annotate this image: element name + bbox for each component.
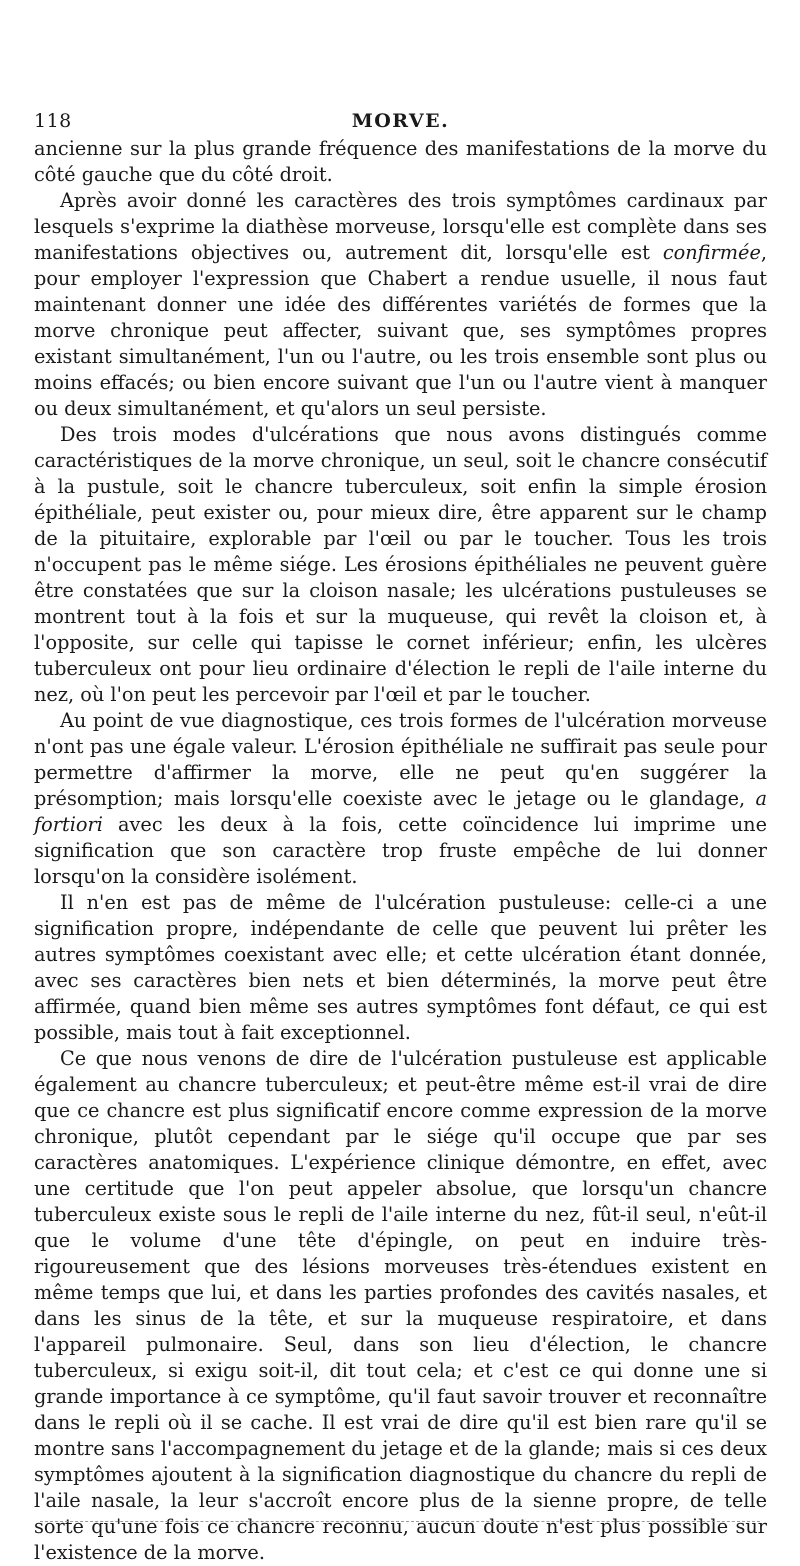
paragraph xyxy=(34,188,767,422)
book-page xyxy=(34,100,767,1566)
paragraph-text: Ce que nous venons de dire de l'ulcération pustuleuse est applicable également au chancre tuberculeux; et peut-être même est-il vrai de dire que ce chancre est plus significatif encore comme expression de la morve chronique, plutôt cependant par le siége qu'il occupe que par ses caractères anatomiques. L'expérience clinique démontre, en effet, avec une certitude que l'on peut appeler absolue, que lorsqu'un chancre tuberculeux existe sous le repli de l'aile interne du nez, fût-il seul, n'eût-il que le volume d'une tête d'épingle, on peut en induire très-rigoureusement que des lésions morveuses très-étendues existent en même temps que lui, et dans les parties profondes des cavités nasales, et dans les sinus de la tête, et sur la muqueuse respiratoire, et dans l'appareil pulmonaire. Seul, dans son lieu d'élection, le chancre tuberculeux, si exigu soit-il, dit tout cela; et c'est ce qui donne une si grande importance à ce symptôme, qu'il faut savoir trouver et reconnaître dans le repli où il se cache. Il est vrai de dire qu'il est bien rare qu'il se montre sans l'accompagnement du jetage et de la glande; mais si ces deux symptômes ajoutent à la signification diagnostique du chancre du repli de l'aile nasale, la leur s'accroît encore plus de la sienne propre, de telle sorte qu'une fois ce chancre reconnu, aucun doute n'est plus possible sur l'existence de la morve. xyxy=(34,1047,767,1564)
paragraph-text: avec les deux à la fois, cette coïncidence lui imprime une signification que son caractère trop fruste empêche de lui donner lorsqu'on la considère isolément. xyxy=(34,813,767,888)
running-head xyxy=(34,100,767,136)
paragraph-text: Des trois modes d'ulcérations que nous avons distingués comme caractéristiques de la morve chronique, un seul, soit le chancre consécutif à la pustule, soit le chancre tuberculeux, soit enfin la simple érosion épithéliale, peut exister ou, pour mieux dire, être apparent sur le champ de la pituitaire, explorable par l'œil ou par le toucher. Tous les trois n'occupent pas le même siége. Les érosions épithéliales ne peuvent guère être constatées que sur la cloison nasale; les ulcérations pustuleuses se montrent tout à la fois et sur la muqueuse, qui revêt la cloison et, à l'opposite, sur celle qui tapisse le cornet inférieur; enfin, les ulcères tuberculeux ont pour lieu ordinaire d'élection le repli de l'aile interne du nez, où l'on peut les percevoir par l'œil et par le toucher. xyxy=(34,423,767,706)
page-number: 118 xyxy=(34,110,72,132)
body-text xyxy=(34,136,767,1566)
paragraph xyxy=(34,890,767,1046)
paragraph-text: ancienne sur la plus grande fréquence des manifestations de la morve du côté gauche que du côté droit. xyxy=(34,137,767,186)
paragraph xyxy=(34,1046,767,1566)
emphasis-text: a fortiori xyxy=(34,787,767,836)
paragraph xyxy=(34,708,767,890)
running-title: MORVE. xyxy=(351,110,450,132)
emphasis-text: confirmée xyxy=(662,241,761,264)
paragraph-text: , pour employer l'expression que Chabert a rendue usuelle, il nous faut maintenant donner une idée des différentes variétés de formes que la morve chronique peut affecter, suivant que, ses symptômes propres existant simultanément, l'un ou l'autre, ou les trois ensemble sont plus ou moins effacés; ou bien encore suivant que l'un ou l'autre vient à manquer ou deux simultanément, et qu'alors un seul persiste. xyxy=(34,241,767,420)
paragraph xyxy=(34,422,767,708)
footer-rule xyxy=(40,1521,760,1522)
paragraph-text: Après avoir donné les caractères des trois symptômes cardinaux par lesquels s'exprime la diathèse morveuse, lorsqu'elle est complète dans ses manifestations objectives ou, autrement dit, lorsqu'elle est xyxy=(34,189,767,264)
paragraph-text: Il n'en est pas de même de l'ulcération pustuleuse: celle-ci a une signification propre, indépendante de celle que peuvent lui prêter les autres symptômes coexistant avec elle; et cette ulcération étant donnée, avec ses caractères bien nets et bien déterminés, la morve peut être affirmée, quand bien même ses autres symptômes font défaut, ce qui est possible, mais tout à fait exceptionnel. xyxy=(34,891,767,1044)
paragraph-text: Au point de vue diagnostique, ces trois formes de l'ulcération morveuse n'ont pas une égale valeur. L'érosion épithéliale ne suffirait pas seule pour permettre d'affirmer la morve, elle ne peut qu'en suggérer la présomption; mais lorsqu'elle coexiste avec le jetage ou le glandage, xyxy=(34,709,767,810)
paragraph xyxy=(34,136,767,188)
